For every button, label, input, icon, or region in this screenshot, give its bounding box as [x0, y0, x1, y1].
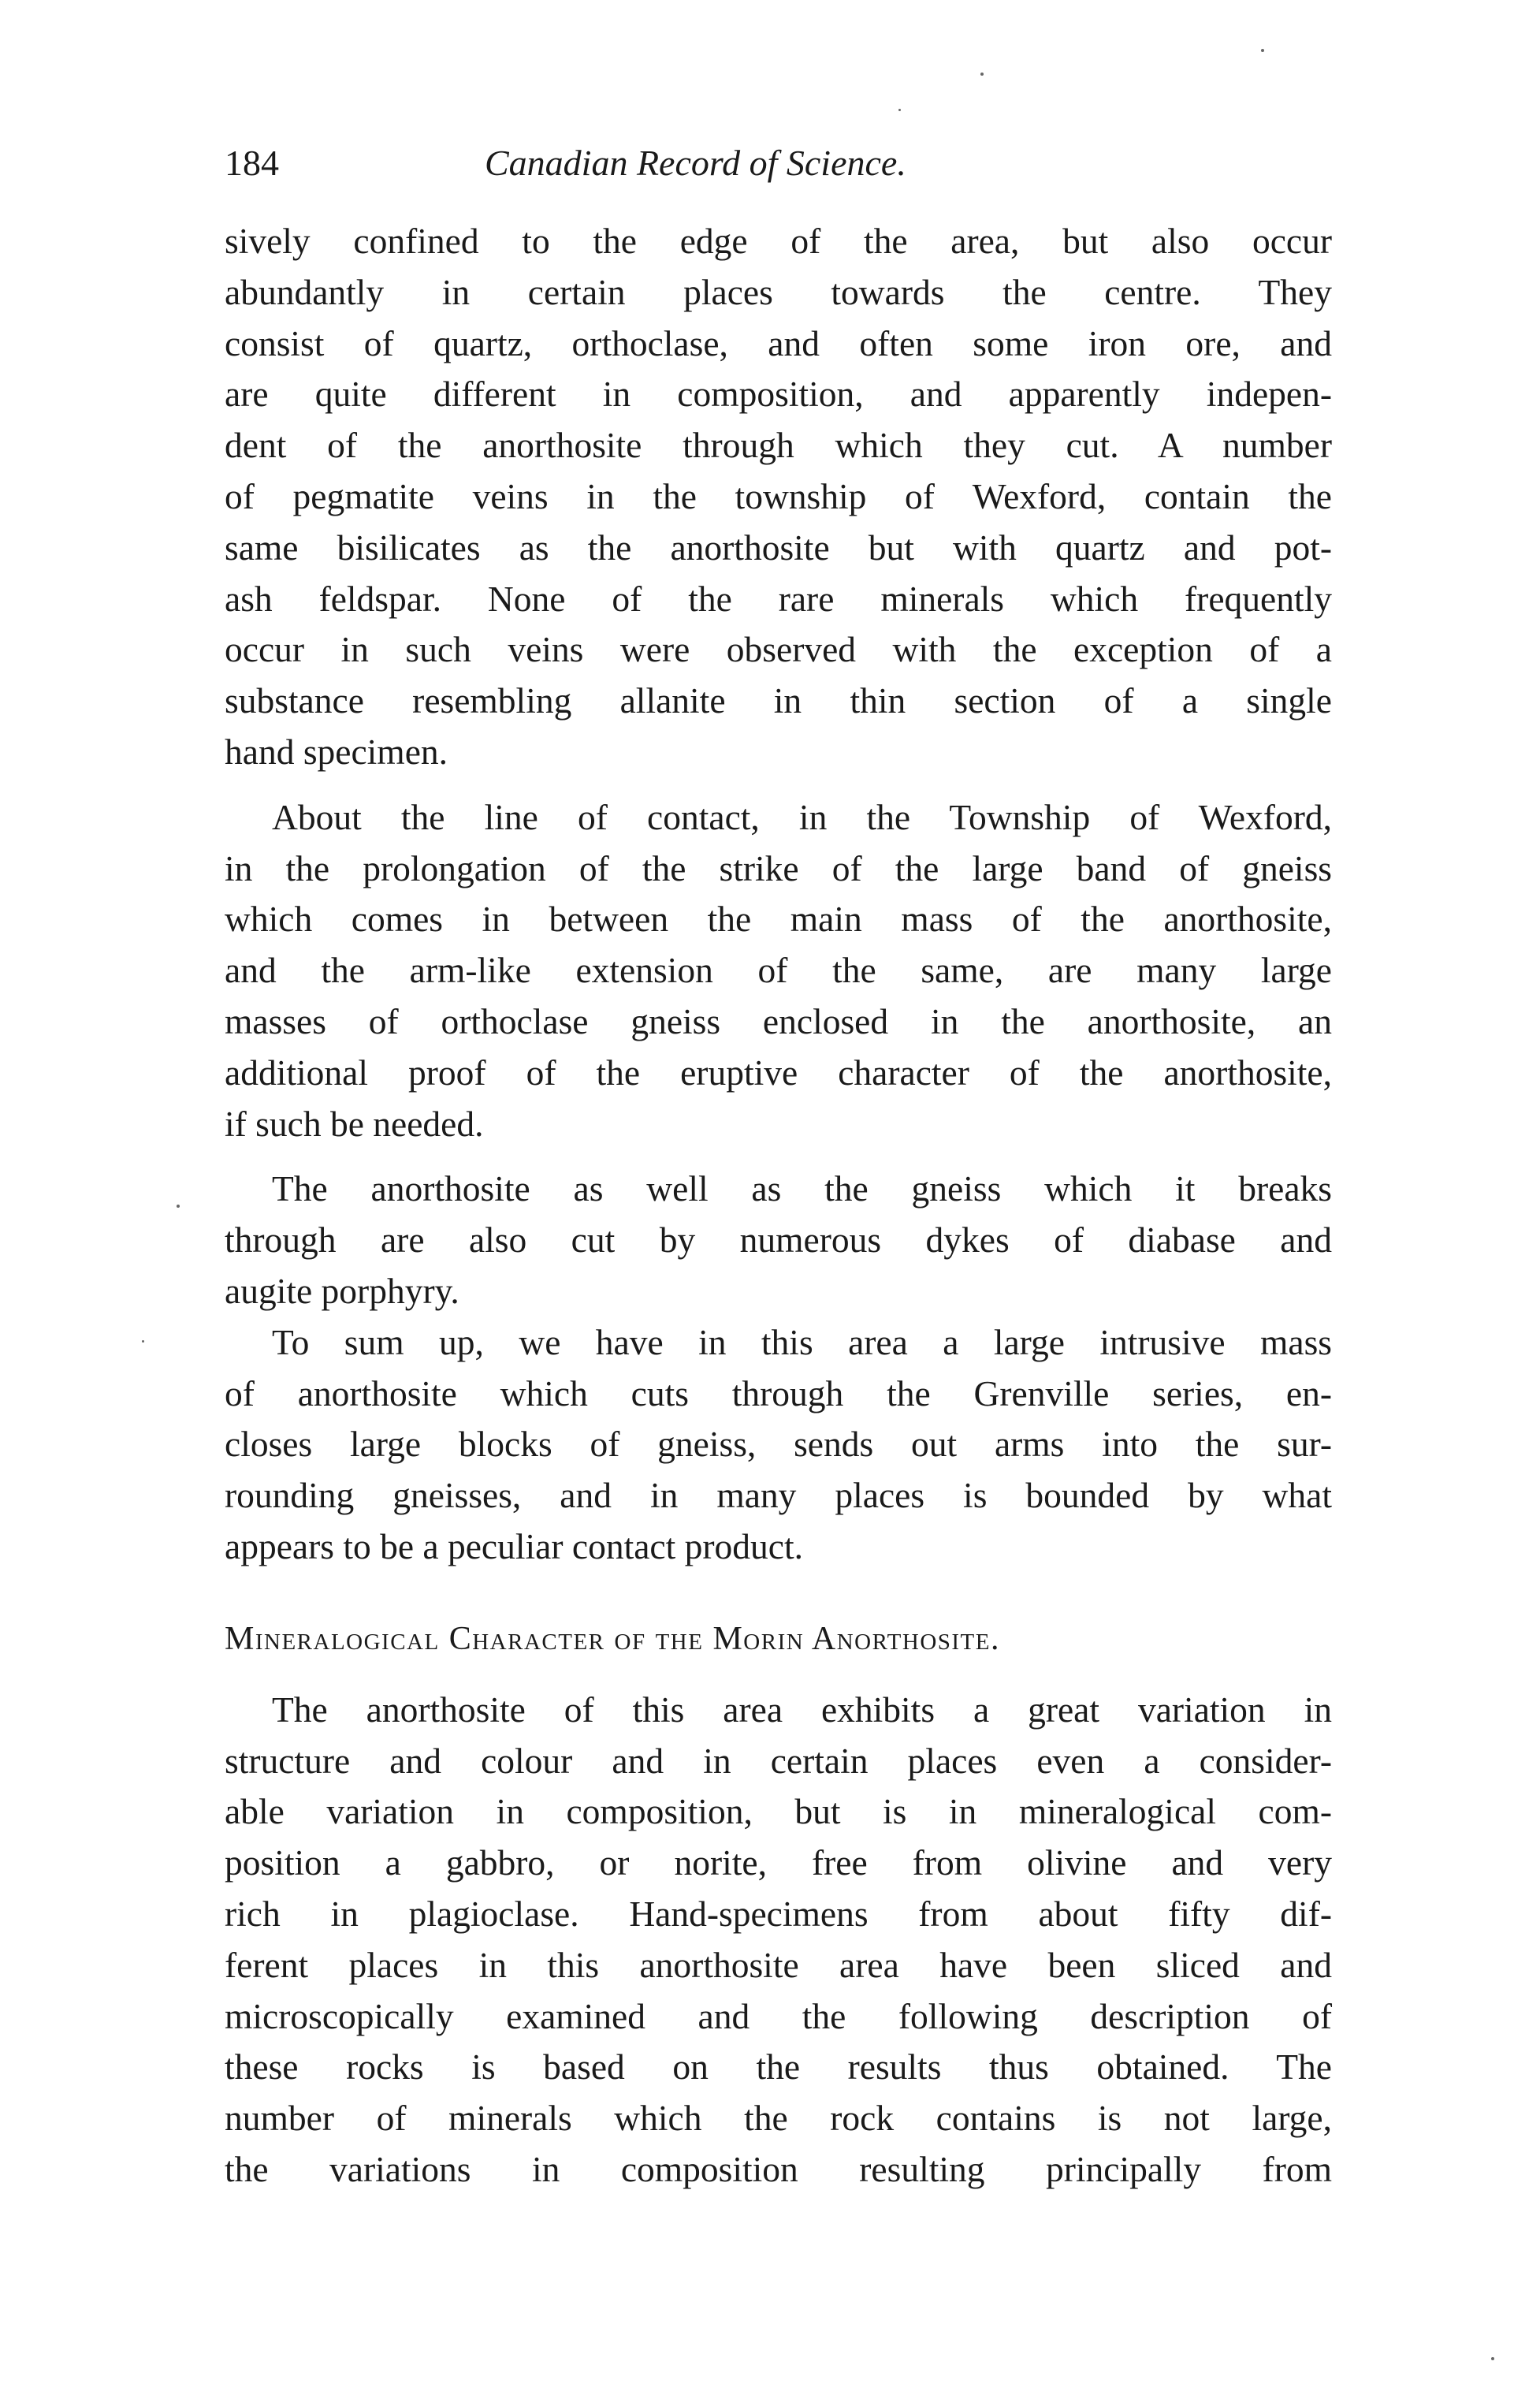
text-line: ash feldspar. None of the rare minerals which frequently	[225, 578, 1332, 619]
text-line: About the line of contact, in the Township of Wexford,	[272, 796, 1332, 837]
text-line: these rocks is based on the results thus obtained. The	[225, 2047, 1332, 2088]
paragraph-dykes	[225, 1164, 1332, 1317]
scan-speck	[1491, 2357, 1494, 2360]
paragraph-continued	[225, 216, 1332, 778]
text-line: sively confined to the edge of the area, but also occur	[225, 221, 1332, 261]
text-line: same bisilicates as the anorthosite but with quartz and pot-	[225, 527, 1332, 568]
text-line: appears to be a peculiar contact product.	[225, 1525, 803, 1566]
scan-speck	[142, 1340, 144, 1343]
text-line: masses of orthoclase gneiss enclosed in the anorthosite, an	[225, 1000, 1332, 1041]
text-line: microscopically examined and the following description of	[225, 1995, 1332, 2036]
text-line: and the arm-like extension of the same, are many large	[225, 950, 1332, 991]
text-line: rounding gneisses, and in many places is bounded by what	[225, 1475, 1332, 1516]
running-title: Canadian Record of Science.	[485, 143, 906, 183]
text-line: are quite different in composition, and apparently indepen-	[225, 374, 1332, 415]
text-line: occur in such veins were observed with the exception of a	[225, 629, 1332, 670]
text-line: augite porphyry.	[225, 1270, 459, 1311]
text-line: The anorthosite of this area exhibits a great variation in	[272, 1689, 1332, 1730]
text-line: number of minerals which the rock contains is not large,	[225, 2098, 1332, 2139]
scan-speck	[898, 109, 901, 111]
text-line: structure and colour and in certain places even a consider-	[225, 1740, 1332, 1781]
text-line: hand specimen.	[225, 731, 448, 772]
paragraph-mineralogy	[225, 1685, 1332, 2196]
text-line: able variation in composition, but is in mineralogical com-	[225, 1791, 1332, 1832]
text-line: through are also cut by numerous dykes of diabase and	[225, 1220, 1332, 1261]
text-line: additional proof of the eruptive character of the anorthosite,	[225, 1052, 1332, 1093]
text-line: To sum up, we have in this area a large intrusive mass	[272, 1321, 1332, 1362]
paragraph-contact	[225, 792, 1332, 1150]
page-number: 184	[225, 143, 279, 183]
text-line: consist of quartz, orthoclase, and often some iron ore, and	[225, 322, 1332, 363]
section-heading: Mineralogical Character of the Morin Anorthosite.	[225, 1620, 1000, 1657]
scan-speck	[177, 1205, 180, 1208]
text-line: closes large blocks of gneiss, sends out arms into the sur-	[225, 1424, 1332, 1465]
text-line: position a gabbro, or norite, free from olivine and very	[225, 1842, 1332, 1883]
text-line: if such be needed.	[225, 1103, 484, 1144]
text-line: of anorthosite which cuts through the Grenville series, en-	[225, 1372, 1332, 1413]
text-line: abundantly in certain places towards the centre. They	[225, 271, 1332, 312]
text-line: of pegmatite veins in the township of Wexford, contain the	[225, 475, 1332, 516]
text-line: the variations in composition resulting principally from	[225, 2148, 1332, 2189]
text-line: The anorthosite as well as the gneiss which it breaks	[272, 1168, 1332, 1209]
text-line: in the prolongation of the strike of the large band of gneiss	[225, 847, 1332, 888]
text-line: substance resembling allanite in thin section of a single	[225, 680, 1332, 721]
document-page	[225, 142, 1332, 2196]
scan-speck	[1261, 49, 1264, 52]
text-line: rich in plagioclase. Hand-specimens from about fifty dif-	[225, 1893, 1332, 1934]
text-line: which comes in between the main mass of the anorthosite,	[225, 899, 1332, 940]
page-header	[225, 142, 1332, 197]
text-line: dent of the anorthosite through which they cut. A number	[225, 425, 1332, 466]
text-line: ferent places in this anorthosite area have been sliced and	[225, 1944, 1332, 1985]
scan-speck	[980, 73, 984, 76]
paragraph-summary	[225, 1317, 1332, 1573]
